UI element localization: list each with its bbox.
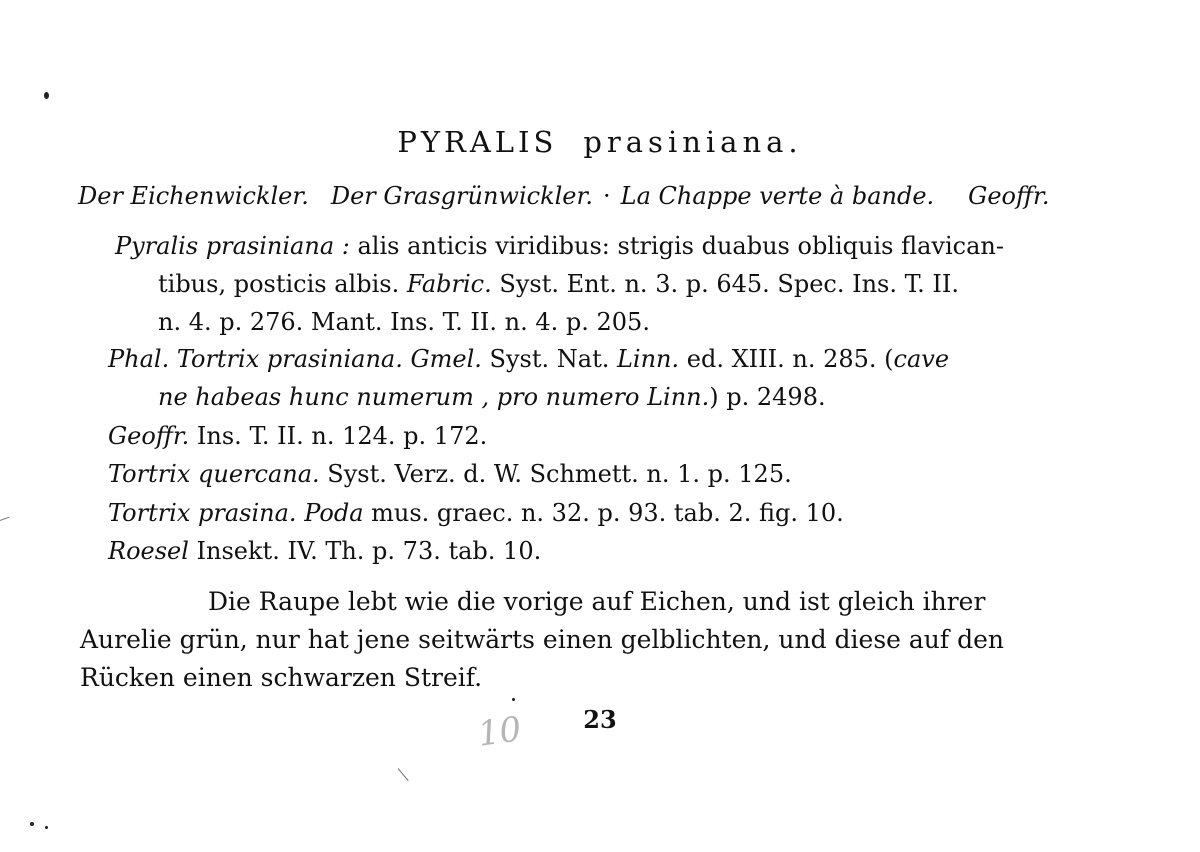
common-name-author: Geoffr. [968,182,1050,210]
scan-speck [44,92,49,99]
synonym-1-name: Pyralis prasiniana : [115,232,350,260]
synonym-2-line-1 [108,343,949,375]
synonym-2-page: ) p. 2498. [709,383,826,411]
scan-mark [0,517,10,521]
synonym-4-name: Tortrix quercana. [108,460,320,488]
scan-speck [30,822,34,826]
synonym-1-line-2 [158,268,959,300]
scan-speck [45,826,48,829]
synonym-2-linn: Linn. [616,345,680,373]
common-names-line [78,180,1049,212]
paragraph-line-1: Die Raupe lebt wie die vorige auf Eichen, und ist gleich ihrer [208,587,986,616]
synonym-1-text-3: n. 4. p. 276. Mant. Ins. T. II. n. 4. p. 205. [158,308,650,336]
synonym-5-author: Poda [304,499,364,527]
separator-dot: · [602,182,611,210]
synonym-2-author: Gmel. [410,345,482,373]
synonym-5-name: Tortrix prasina. [108,499,297,527]
synonym-2-mid: Syst. Nat. [481,345,617,373]
common-name-1: Der Eichenwickler. [78,182,309,210]
synonym-2-name: Phal. Tortrix prasiniana. [108,345,403,373]
paragraph-line-3: Rücken einen schwarzen Streif. [80,663,483,692]
synonym-4 [108,458,792,490]
synonym-1-text-2: tibus, posticis albis. [158,270,407,298]
scan-mark [398,768,409,781]
synonym-1-ref: Fabric. [406,270,492,298]
synonym-5 [108,497,844,529]
title-genus: PYRALIS [397,125,558,159]
synonym-3 [108,420,487,452]
synonym-6-name: Roesel [108,537,189,565]
synonym-3-text: Ins. T. II. n. 124. p. 172. [189,422,488,450]
synonym-1-line-3 [158,306,650,338]
synonym-1-rest: Syst. Ent. n. 3. p. 645. Spec. Ins. T. II. [491,270,959,298]
common-name-fr: La Chappe verte à bande. [620,182,935,210]
synonym-1-text: alis anticis viridibus: strigis duabus obliquis flavican- [349,232,1004,260]
scan-speck [512,698,515,701]
title-species: prasiniana. [583,125,803,159]
synonym-1-line-1 [115,230,1004,262]
synonym-6 [108,535,541,567]
synonym-2-note: ne habeas hunc numerum , pro numero Linn. [158,383,710,411]
synonym-2-cave: cave [893,345,950,373]
page-number: 23 [583,705,617,734]
pencil-note: 10 [475,709,524,755]
page-title [0,126,1200,158]
synonym-4-text: Syst. Verz. d. W. Schmett. n. 1. p. 125. [319,460,792,488]
synonym-6-text: Insekt. IV. Th. p. 73. tab. 10. [188,537,542,565]
synonym-2-line-2 [158,381,826,413]
synonym-3-name: Geoffr. [108,422,190,450]
paragraph-line-2: Aurelie grün, nur hat jene seitwärts einen gelblichten, und diese auf den [80,625,1004,654]
common-name-2: Der Grasgrünwickler. [330,182,593,210]
synonym-5-text: mus. graec. n. 32. p. 93. tab. 2. fig. 10. [363,499,844,527]
synonym-2-rest: ed. XIII. n. 285. ( [679,345,894,373]
